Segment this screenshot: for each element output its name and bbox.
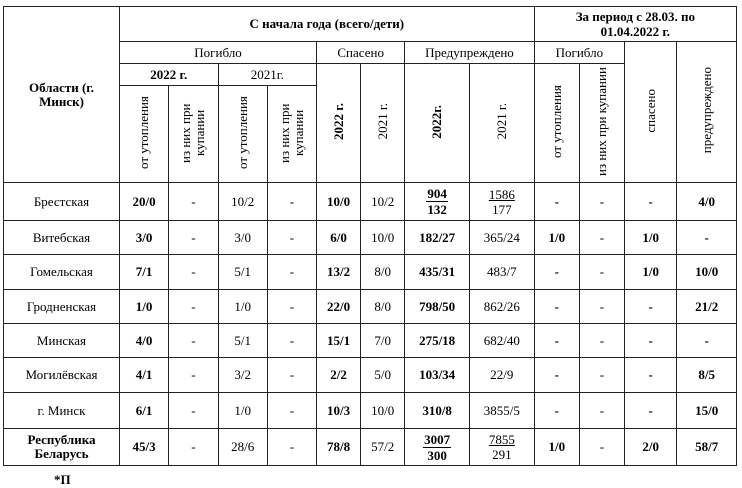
- died-2022-bathing: -: [169, 255, 218, 290]
- period-prevented: -: [677, 221, 737, 255]
- period-saved-header: [625, 42, 677, 183]
- table-row: [4, 429, 737, 466]
- period-bathing-header: [579, 64, 624, 183]
- prevented-2021-text: 2021 г.: [493, 103, 509, 140]
- prevented-2021: 365/24: [469, 221, 534, 255]
- period-prevented: -: [677, 324, 737, 358]
- saved-2021: 8/0: [361, 290, 405, 324]
- prevented-2022: 103/34: [405, 358, 470, 393]
- died-2022-bathing: -: [169, 290, 218, 324]
- prevented-2022: [405, 429, 470, 466]
- prevented-2021-denominator: 291: [492, 447, 512, 462]
- ytd-header: С начала года (всего/дети): [119, 7, 534, 42]
- year-2021-header: 2021г.: [218, 64, 317, 86]
- died-2021-bathing: -: [267, 183, 316, 221]
- prevented-2021-numerator: 1586: [488, 186, 515, 202]
- region-name: г. Минск: [4, 393, 120, 429]
- period-saved: -: [625, 358, 677, 393]
- period-prevented: 10/0: [677, 255, 737, 290]
- saved-2022: 10/0: [317, 183, 361, 221]
- d21-bathing-text: из них при купании: [276, 102, 306, 163]
- period-prevented: 15/0: [677, 393, 737, 429]
- period-died-bathing: -: [579, 358, 624, 393]
- period-died-bathing: -: [579, 429, 624, 466]
- table-row: [4, 393, 737, 429]
- period-died-drowning: -: [534, 255, 579, 290]
- period-died-bathing: -: [579, 324, 624, 358]
- died-2022-drowning: 4/1: [119, 358, 168, 393]
- died-header: Погибло: [119, 42, 316, 64]
- died-2022-drowning: 45/3: [119, 429, 168, 466]
- died-2021-bathing: -: [267, 221, 316, 255]
- d22-bathing-text: из них при купании: [178, 102, 208, 163]
- died-2021-bathing: -: [267, 290, 316, 324]
- prevented-2022-text: 2022г.: [429, 104, 445, 139]
- period-prevented: 58/7: [677, 429, 737, 466]
- region-name: Витебская: [4, 221, 120, 255]
- d22-drowning-text: от утопления: [136, 96, 152, 169]
- footnote: *П: [54, 472, 71, 487]
- saved-2022-text: 2022 г.: [330, 103, 346, 140]
- table-row: [4, 221, 737, 255]
- period-died-bathing: -: [579, 290, 624, 324]
- period-prevented: 4/0: [677, 183, 737, 221]
- died-2021-drowning: 1/0: [218, 393, 267, 429]
- table-row: [4, 255, 737, 290]
- region-name: Минская: [4, 324, 120, 358]
- died-2022-bathing: -: [169, 324, 218, 358]
- died-2022-bathing: -: [169, 183, 218, 221]
- period-died-bathing: -: [579, 221, 624, 255]
- table-row: [4, 290, 737, 324]
- prevented-header: Предупреждено: [405, 42, 534, 64]
- saved-2021-text: 2021 г.: [374, 103, 390, 140]
- regions-header: [4, 7, 120, 183]
- saved-2021: 10/0: [361, 221, 405, 255]
- died-2021-bathing: -: [267, 393, 316, 429]
- prevented-2021-denominator: 177: [492, 201, 512, 217]
- saved-2022: 6/0: [317, 221, 361, 255]
- period-prevented-header: [677, 42, 737, 183]
- prevented-2021: [469, 183, 534, 221]
- region-name: Брестская: [4, 183, 120, 221]
- saved-2021: 7/0: [361, 324, 405, 358]
- period-died-drowning: -: [534, 183, 579, 221]
- died-2022-drowning: 7/1: [119, 255, 168, 290]
- region-name: Гомельская: [4, 255, 120, 290]
- died-2022-bathing: -: [169, 358, 218, 393]
- prevented-2021-fraction: [488, 432, 516, 462]
- saved-2021: 8/0: [361, 255, 405, 290]
- table-row: [4, 324, 737, 358]
- period-saved: 1/0: [625, 221, 677, 255]
- died-2021-bathing: -: [267, 324, 316, 358]
- saved-2022: 22/0: [317, 290, 361, 324]
- period-saved: -: [625, 290, 677, 324]
- died-2021-drowning: 10/2: [218, 183, 267, 221]
- prevented-2021: [469, 429, 534, 466]
- died-2022-drowning: 4/0: [119, 324, 168, 358]
- prevented-2022-fraction: [423, 432, 451, 463]
- saved-2022-header: [317, 64, 361, 183]
- died-2022-drowning: 1/0: [119, 290, 168, 324]
- prevented-2021-header: [469, 64, 534, 183]
- prevented-2022-numerator: 3007: [424, 431, 451, 447]
- died-2021-bathing: -: [267, 255, 316, 290]
- period-prevented: 21/2: [677, 290, 737, 324]
- region-name: Могилёвская: [4, 358, 120, 393]
- prevented-2022: 435/31: [405, 255, 470, 290]
- prevented-2022-denominator: 300: [427, 447, 447, 463]
- prevented-2022-fraction: [426, 186, 448, 217]
- region-name: Гродненская: [4, 290, 120, 324]
- period-saved: -: [625, 393, 677, 429]
- d21-drowning-header: [218, 86, 267, 183]
- saved-2021: 10/2: [361, 183, 405, 221]
- period-drowning-text: от утопления: [548, 85, 564, 158]
- saved-header: Спасено: [317, 42, 405, 64]
- d21-drowning-text: от утопления: [234, 96, 250, 169]
- died-2021-bathing: -: [267, 358, 316, 393]
- prevented-2021: 3855/5: [469, 393, 534, 429]
- period-died-drowning: -: [534, 324, 579, 358]
- saved-2021-header: [361, 64, 405, 183]
- saved-2022: 15/1: [317, 324, 361, 358]
- prevented-2022: 182/27: [405, 221, 470, 255]
- regions-header-text: Области (г. Минск): [28, 79, 94, 109]
- died-2022-drowning: 20/0: [119, 183, 168, 221]
- saved-2022: 13/2: [317, 255, 361, 290]
- table-row: [4, 183, 737, 221]
- died-2022-drowning: 6/1: [119, 393, 168, 429]
- period-header: [534, 7, 736, 42]
- period-bathing-text: из них при купании: [593, 67, 609, 176]
- prevented-2022: 310/8: [405, 393, 470, 429]
- prevented-2021: 862/26: [469, 290, 534, 324]
- died-2021-drowning: 1/0: [218, 290, 267, 324]
- period-saved: -: [625, 183, 677, 221]
- died-2022-drowning: 3/0: [119, 221, 168, 255]
- period-drowning-header: [534, 64, 579, 183]
- saved-2022: 10/3: [317, 393, 361, 429]
- period-died-bathing: -: [579, 255, 624, 290]
- prevented-2021-numerator: 7855: [488, 432, 515, 447]
- prevented-2021-fraction: [488, 187, 516, 217]
- period-saved-text: спасено: [642, 88, 658, 133]
- prevented-2021: 22/9: [469, 358, 534, 393]
- period-died-header: Погибло: [534, 42, 624, 64]
- period-died-drowning: 1/0: [534, 221, 579, 255]
- prevented-2022-denominator: 132: [427, 202, 447, 217]
- died-2021-drowning: 28/6: [218, 429, 267, 466]
- period-died-drowning: 1/0: [534, 429, 579, 466]
- period-died-drowning: -: [534, 358, 579, 393]
- d21-bathing-header: [267, 86, 316, 183]
- period-saved: -: [625, 324, 677, 358]
- saved-2021: 57/2: [361, 429, 405, 466]
- died-2022-bathing: -: [169, 429, 218, 466]
- period-prevented: 8/5: [677, 358, 737, 393]
- year-2022-header: 2022 г.: [119, 64, 218, 86]
- prevented-2022: 275/18: [405, 324, 470, 358]
- saved-2022: 78/8: [317, 429, 361, 466]
- table-row: [4, 358, 737, 393]
- period-died-bathing: -: [579, 393, 624, 429]
- period-died-drowning: -: [534, 290, 579, 324]
- saved-2021: 10/0: [361, 393, 405, 429]
- table-body: [4, 183, 737, 466]
- died-2022-bathing: -: [169, 393, 218, 429]
- died-2021-drowning: 3/2: [218, 358, 267, 393]
- saved-2022: 2/2: [317, 358, 361, 393]
- region-name: Республика Беларусь: [4, 429, 120, 466]
- prevented-2022-numerator: 904: [427, 186, 447, 201]
- period-died-drowning: -: [534, 393, 579, 429]
- prevented-2021: 483/7: [469, 255, 534, 290]
- period-header-text: За период с 28.03. по 01.04.2022 г.: [575, 9, 695, 39]
- prevented-2022: 798/50: [405, 290, 470, 324]
- prevented-2022-header: [405, 64, 470, 183]
- period-died-bathing: -: [579, 183, 624, 221]
- d22-drowning-header: [119, 86, 168, 183]
- saved-2021: 5/0: [361, 358, 405, 393]
- died-2021-drowning: 3/0: [218, 221, 267, 255]
- period-saved: 2/0: [625, 429, 677, 466]
- period-prevented-text: предупреждено: [698, 67, 714, 154]
- drowning-statistics-table: [3, 6, 737, 466]
- died-2021-drowning: 5/1: [218, 324, 267, 358]
- died-2021-bathing: -: [267, 429, 316, 466]
- died-2021-drowning: 5/1: [218, 255, 267, 290]
- died-2022-bathing: -: [169, 221, 218, 255]
- prevented-2021: 682/40: [469, 324, 534, 358]
- d22-bathing-header: [169, 86, 218, 183]
- period-saved: 1/0: [625, 255, 677, 290]
- prevented-2022: [405, 183, 470, 221]
